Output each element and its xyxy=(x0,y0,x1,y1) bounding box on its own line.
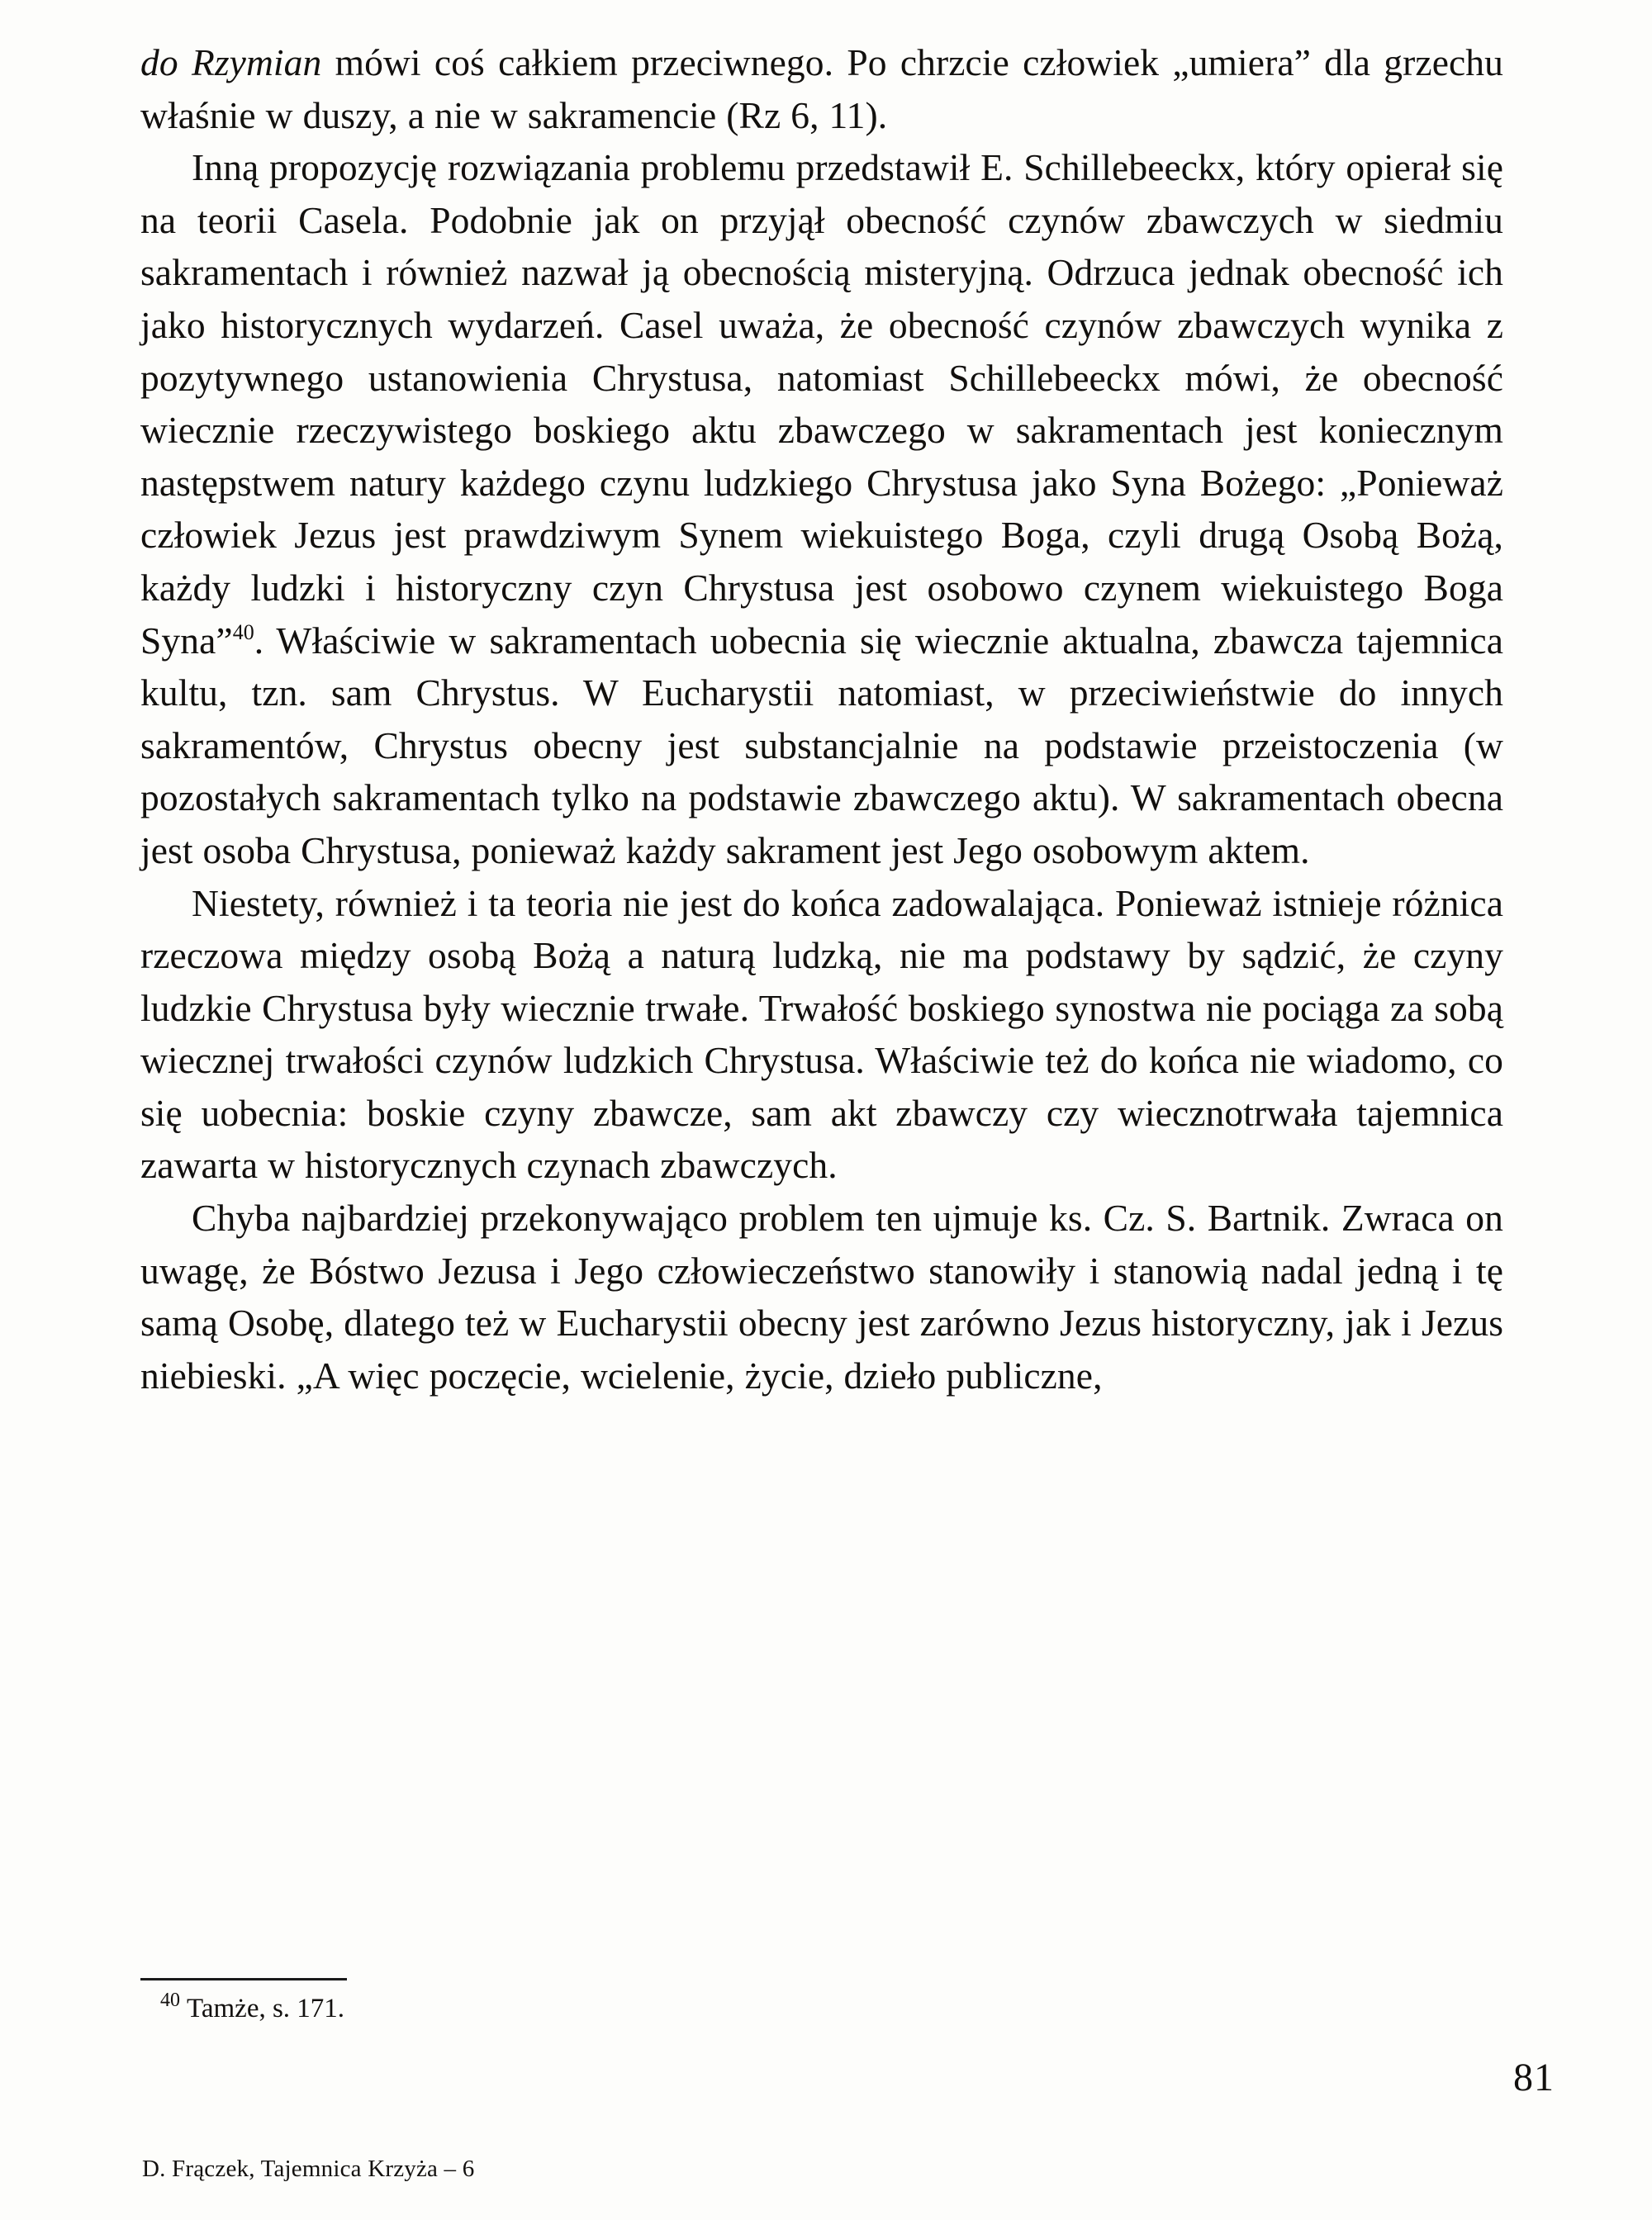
paragraph-4: Chyba najbardziej przekonywająco problem ten ujmuje ks. Cz. S. Bartnik. Zwraca on uwagę, że Bóstwo Jezusa i Jego człowieczeństwo stanowiły i stanowią nadal jedną i tę samą Osobę, dlatego też w Eucharystii obecny jest zarówno Jezus historyczny, jak i Jezus niebieski. „A więc poczęcie, wcielenie, życie, dzieło publiczne, xyxy=(140,1197,1503,1397)
footnote-reference-40[interactable]: 40 xyxy=(232,619,254,644)
footnote-text: Tamże, s. 171. xyxy=(187,1994,345,2023)
running-footer: D. Frączek, Tajemnica Krzyża – 6 xyxy=(142,2156,475,2182)
paragraph-1-italic-lead: do Rzymian xyxy=(140,41,322,83)
paragraph-1 xyxy=(140,36,1503,141)
footnote-area xyxy=(140,1978,1503,2027)
body-text-column xyxy=(140,36,1503,1402)
footnote-item xyxy=(140,1990,1503,2027)
footnote-marker-40: 40 xyxy=(160,1990,180,2011)
page-number: 81 xyxy=(1513,2056,1555,2099)
footnote-separator-rule xyxy=(140,1978,347,1980)
paragraph-2-text-after-note: . Właściwie w sakramentach uobecnia się wiecznie aktualna, zbawcza tajemnica kultu, tzn. sam Chrystus. W Eucharystii natomiast, w przeciwieństwie do innych sakramentów, Chrystus obecny jest substancjalnie na podstawie przeistoczenia (w pozostałych sakramentach tylko na podstawie zbawczego aktu). W sakramentach obecna jest osoba Chrystusa, ponieważ każdy sakrament jest Jego osobowym aktem. xyxy=(140,619,1503,871)
paragraph-2 xyxy=(140,141,1503,876)
paragraph-1-text: mówi coś całkiem przeciwnego. Po chrzcie człowiek „umiera” dla grzechu właśnie w duszy, a nie w sakramencie (Rz 6, 11). xyxy=(140,41,1503,136)
paragraph-3: Niestety, również i ta teoria nie jest do końca zadowalająca. Ponieważ istnieje różnica rzeczowa między osobą Bożą a naturą ludzką, nie ma podstawy by sądzić, że czyny ludzkie Chrystusa były wiecznie trwałe. Trwałość boskiego synostwa nie pociąga za sobą wiecznej trwałości czynów ludzkich Chrystusa. Właściwie też do końca nie wiadomo, co się uobecnia: boskie czyny zbawcze, sam akt zbawczy czy wiecznotrwała tajemnica zawarta w historycznych czynach zbawczych. xyxy=(140,881,1503,1187)
paragraph-2-text-before-note: Inną propozycję rozwiązania problemu przedstawił E. Schillebeeckx, który opierał się na teorii Casela. Podobnie jak on przyjął obecność czynów zbawczych w siedmiu sakramentach i również nazwał ją obecnością misteryjną. Odrzuca jednak obecność ich jako historycznych wydarzeń. Casel uważa, że obecność czynów zbawczych wynika z pozytywnego ustanowienia Chrystusa, natomiast Schillebeeckx mówi, że obecność wiecznie rzeczywistego boskiego aktu zbawczego w sakramentach jest koniecznym następstwem natury każdego czynu ludzkiego Chrystusa jako Syna Bożego: „Ponieważ człowiek Jezus jest prawdziwym Synem wiekuistego Boga, czyli drugą Osobą Bożą, każdy ludzki i historyczny czyn Chrystusa jest osobowo czynem wiekuistego Boga Syna” xyxy=(140,146,1503,662)
